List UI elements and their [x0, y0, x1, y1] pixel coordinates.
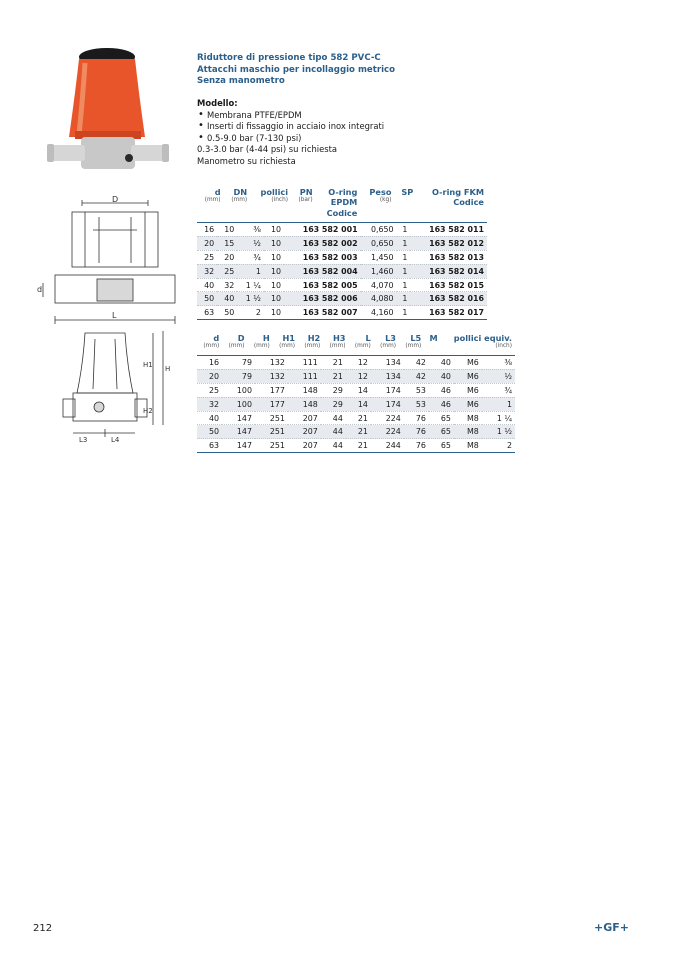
- col-header: L: [365, 332, 371, 343]
- table-cell: 14: [346, 383, 371, 397]
- table-cell: 46: [429, 383, 454, 397]
- table-cell: 53: [404, 383, 429, 397]
- table-cell: 76: [404, 425, 429, 439]
- col-header: SP: [401, 186, 414, 197]
- table-cell: 16: [197, 223, 217, 237]
- table-cell: 0,650: [361, 223, 397, 237]
- table-cell: 111: [288, 356, 321, 370]
- table-row: [197, 411, 515, 425]
- table-cell: 65: [429, 425, 454, 439]
- table-cell: ¾: [482, 383, 515, 397]
- table-cell: 79: [222, 369, 255, 383]
- table-cell: 21: [321, 369, 346, 383]
- brand-logo: +GF+: [594, 921, 629, 934]
- table-cell: M6: [454, 356, 482, 370]
- table-cell: 174: [371, 383, 404, 397]
- table-row: [197, 292, 487, 306]
- col-unit: (kg): [379, 197, 392, 204]
- table-cell: 50: [197, 425, 222, 439]
- table-cell: 147: [222, 439, 255, 453]
- table-cell: 207: [288, 439, 321, 453]
- col-unit: (mm): [405, 343, 422, 350]
- table-cell: 20: [217, 250, 237, 264]
- dim-label-H: H: [165, 365, 171, 373]
- table-cell: 111: [288, 369, 321, 383]
- dim-label-H1: H1: [143, 361, 153, 369]
- table-cell: M6: [454, 397, 482, 411]
- table-cell: 10: [264, 236, 284, 250]
- col-header: DN: [233, 186, 248, 197]
- product-code-table-body: [197, 222, 487, 320]
- table-cell: 1: [397, 223, 411, 237]
- col-unit: (mm): [380, 343, 396, 350]
- table-cell: 244: [371, 439, 404, 453]
- col-header: H2: [307, 332, 321, 343]
- table-cell: 32: [217, 278, 237, 292]
- product-code-table: [197, 186, 487, 218]
- table-row: [197, 223, 487, 237]
- table-cell: 10: [264, 306, 284, 320]
- table-cell: 44: [321, 411, 346, 425]
- table-cell: 1 ¼: [237, 278, 264, 292]
- table-cell: 1: [397, 292, 411, 306]
- table-cell: 251: [255, 411, 288, 425]
- col-unit: (mm): [204, 197, 221, 204]
- table-cell: 163 582 016: [410, 292, 487, 306]
- table-cell: 76: [404, 439, 429, 453]
- col-header: L5: [410, 332, 422, 343]
- table-cell: 224: [371, 411, 404, 425]
- dim-label-L3: L3: [79, 436, 88, 444]
- table-cell: 1 ½: [482, 425, 515, 439]
- col-header: M: [429, 332, 438, 343]
- table-cell: 21: [346, 439, 371, 453]
- col-header: D: [237, 332, 245, 343]
- table-row: [197, 383, 515, 397]
- table-cell: 163 582 003: [284, 250, 361, 264]
- table-header-row: [197, 207, 487, 218]
- table-row: [197, 397, 515, 411]
- table-cell: 40: [429, 369, 454, 383]
- table-cell: 4,080: [361, 292, 397, 306]
- table-row: [197, 250, 487, 264]
- col-header: H: [262, 332, 270, 343]
- table-row: [197, 439, 515, 453]
- table-cell: 42: [404, 369, 429, 383]
- table-cell: 4,070: [361, 278, 397, 292]
- table-cell: 174: [371, 397, 404, 411]
- table-cell: 44: [321, 439, 346, 453]
- table-cell: 12: [346, 369, 371, 383]
- table-cell: 12: [346, 356, 371, 370]
- dimension-table: [197, 332, 515, 352]
- table-cell: 65: [429, 439, 454, 453]
- table-cell: 147: [222, 411, 255, 425]
- table-cell: 53: [404, 397, 429, 411]
- table-row: [197, 278, 487, 292]
- table-cell: 163 582 006: [284, 292, 361, 306]
- table-cell: 32: [197, 264, 217, 278]
- col-header: Codice: [326, 207, 358, 218]
- dim-label-d: d: [37, 285, 43, 294]
- col-unit: [394, 197, 416, 207]
- col-header: L3: [385, 332, 396, 343]
- dim-label-L: L: [112, 311, 117, 320]
- table-cell: 1: [482, 397, 515, 411]
- col-unit: (mm): [279, 343, 295, 350]
- table-cell: 15: [217, 236, 237, 250]
- table-cell: 163 582 007: [284, 306, 361, 320]
- table-cell: 100: [222, 383, 255, 397]
- table-cell: 1: [397, 236, 411, 250]
- col-unit: (mm): [231, 197, 248, 204]
- model-note: Manometro su richiesta: [197, 155, 296, 166]
- table-cell: 1: [397, 278, 411, 292]
- table-cell: 132: [255, 356, 288, 370]
- col-header: pollici: [260, 186, 289, 197]
- table-cell: 40: [429, 356, 454, 370]
- model-note: 0.3-3.0 bar (4-44 psi) su richiesta: [197, 144, 338, 155]
- table-cell: 163 582 013: [410, 250, 487, 264]
- col-header: PN: [299, 186, 313, 197]
- col-unit: (mm): [203, 343, 220, 350]
- table-cell: 132: [255, 369, 288, 383]
- table-cell: 163 582 011: [410, 223, 487, 237]
- dimension-table-body: [197, 355, 515, 453]
- table-cell: 2: [237, 306, 264, 320]
- product-photo: [45, 45, 170, 175]
- col-header: Peso: [369, 186, 392, 197]
- table-cell: 10: [217, 223, 237, 237]
- table-row: [197, 306, 487, 320]
- product-title: [197, 53, 527, 88]
- col-header: d: [213, 332, 220, 343]
- dim-label-D: D: [112, 195, 119, 204]
- table-cell: 32: [197, 397, 222, 411]
- table-cell: 21: [321, 356, 346, 370]
- model-bullet: • Membrana PTFE/EPDM: [197, 110, 497, 122]
- table-cell: 42: [404, 356, 429, 370]
- col-unit: [424, 343, 440, 352]
- col-header: H1: [282, 332, 295, 343]
- col-header: d: [214, 186, 221, 197]
- col-unit: (inch): [271, 197, 289, 204]
- col-header: Codice: [453, 197, 484, 208]
- table-units-row: [197, 197, 487, 207]
- table-cell: 25: [197, 383, 222, 397]
- table-cell: 163 582 001: [284, 223, 361, 237]
- table-cell: 251: [255, 425, 288, 439]
- table-cell: 20: [197, 369, 222, 383]
- table-cell: 40: [197, 411, 222, 425]
- table-cell: ⅜: [237, 223, 264, 237]
- table-cell: 134: [371, 356, 404, 370]
- table-cell: 21: [346, 411, 371, 425]
- col-unit: (inch): [495, 343, 512, 350]
- table-cell: M6: [454, 383, 482, 397]
- col-unit: (mm): [228, 343, 245, 350]
- table-row: [197, 356, 515, 370]
- table-cell: 46: [429, 397, 454, 411]
- table-cell: M8: [454, 439, 482, 453]
- table-row: [197, 425, 515, 439]
- table-row: [197, 236, 487, 250]
- table-cell: 1: [397, 306, 411, 320]
- table-cell: 163 582 004: [284, 264, 361, 278]
- table-cell: 29: [321, 383, 346, 397]
- page-number: 212: [33, 923, 53, 934]
- col-unit: (mm): [253, 343, 270, 350]
- table-cell: 50: [197, 292, 217, 306]
- table-cell: 1,460: [361, 264, 397, 278]
- table-cell: 0,650: [361, 236, 397, 250]
- table-cell: M6: [454, 369, 482, 383]
- col-header: H3: [332, 332, 346, 343]
- table-cell: 50: [217, 306, 237, 320]
- table-cell: 148: [288, 397, 321, 411]
- col-unit: (bar): [298, 197, 313, 204]
- table-units-row: [197, 343, 515, 352]
- table-cell: 1: [397, 250, 411, 264]
- table-cell: 76: [404, 411, 429, 425]
- col-header: O-ring FKM: [432, 186, 484, 197]
- table-cell: ½: [482, 369, 515, 383]
- col-unit: (mm): [354, 343, 371, 350]
- title-line: Attacchi maschio per incollaggio metrico: [197, 64, 396, 75]
- table-row: [197, 369, 515, 383]
- table-cell: 1 ¼: [482, 411, 515, 425]
- table-cell: 10: [264, 278, 284, 292]
- table-cell: 177: [255, 383, 288, 397]
- table-cell: ½: [237, 236, 264, 250]
- table-cell: ¾: [237, 250, 264, 264]
- table-cell: 224: [371, 425, 404, 439]
- table-cell: 29: [321, 397, 346, 411]
- table-cell: 44: [321, 425, 346, 439]
- table-header-row: [197, 332, 515, 343]
- table-cell: 16: [197, 356, 222, 370]
- table-cell: 40: [217, 292, 237, 306]
- table-cell: 163 582 015: [410, 278, 487, 292]
- table-cell: 1,450: [361, 250, 397, 264]
- table-cell: 20: [197, 236, 217, 250]
- table-cell: 207: [288, 411, 321, 425]
- table-cell: 1 ½: [237, 292, 264, 306]
- table-cell: 1: [237, 264, 264, 278]
- table-cell: 10: [264, 292, 284, 306]
- table-header-row: [197, 186, 487, 197]
- table-cell: 1: [397, 264, 411, 278]
- table-cell: 25: [217, 264, 237, 278]
- table-cell: 163 582 002: [284, 236, 361, 250]
- model-info: [197, 98, 497, 168]
- table-cell: 147: [222, 425, 255, 439]
- table-cell: 10: [264, 223, 284, 237]
- title-line: Riduttore di pressione tipo 582 PVC-C: [197, 53, 381, 63]
- table-cell: 63: [197, 439, 222, 453]
- table-cell: 2: [482, 439, 515, 453]
- table-cell: 14: [346, 397, 371, 411]
- table-cell: 10: [264, 250, 284, 264]
- col-header: O-ring: [328, 186, 358, 197]
- title-line: Senza manometro: [197, 76, 285, 86]
- table-cell: M8: [454, 425, 482, 439]
- table-cell: 163 582 014: [410, 264, 487, 278]
- model-bullet: • 0.5-9.0 bar (7-130 psi): [197, 133, 497, 145]
- table-cell: 177: [255, 397, 288, 411]
- technical-drawing-top: [35, 195, 185, 325]
- table-cell: 163 582 012: [410, 236, 487, 250]
- model-bullet: • Inserti di fissaggio in acciaio inox integrati: [197, 121, 497, 133]
- dim-label-H2: H2: [143, 407, 153, 415]
- table-cell: 4,160: [361, 306, 397, 320]
- table-cell: 65: [429, 411, 454, 425]
- col-unit: (mm): [304, 343, 321, 350]
- col-header: EPDM: [330, 197, 358, 208]
- table-cell: 10: [264, 264, 284, 278]
- table-cell: 40: [197, 278, 217, 292]
- table-cell: 251: [255, 439, 288, 453]
- technical-drawing-bottom: [55, 325, 180, 445]
- table-cell: M8: [454, 411, 482, 425]
- dim-label-L4: L4: [111, 436, 120, 444]
- table-cell: 25: [197, 250, 217, 264]
- table-cell: 100: [222, 397, 255, 411]
- table-cell: 207: [288, 425, 321, 439]
- table-cell: 148: [288, 383, 321, 397]
- table-cell: ⅜: [482, 356, 515, 370]
- model-label: Modello:: [197, 98, 238, 108]
- col-unit: (mm): [329, 343, 346, 350]
- table-cell: 63: [197, 306, 217, 320]
- table-cell: 163 582 005: [284, 278, 361, 292]
- table-row: [197, 264, 487, 278]
- table-cell: 163 582 017: [410, 306, 487, 320]
- table-cell: 21: [346, 425, 371, 439]
- table-cell: 79: [222, 356, 255, 370]
- col-header: pollici equiv.: [453, 332, 512, 343]
- table-cell: 134: [371, 369, 404, 383]
